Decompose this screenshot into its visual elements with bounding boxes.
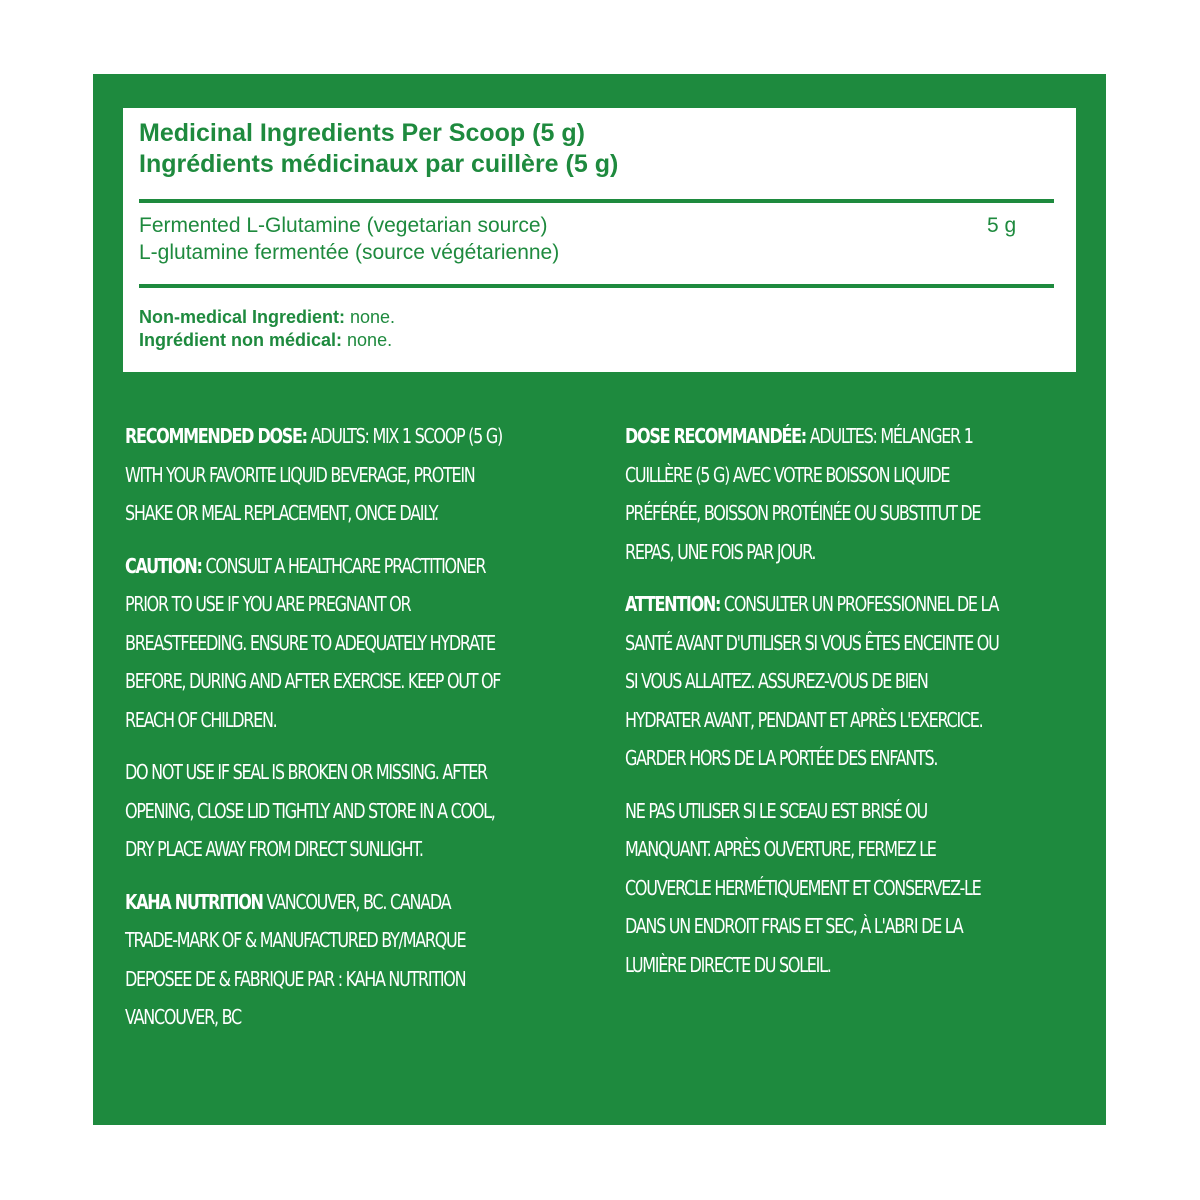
dose-recommandee-paragraph: DOSE RECOMMANDÉE: ADULTES: MÉLANGER 1 CUILLÈRE (5 G) AVEC VOTRE BOISSON LIQUIDE PRÉFÉRÉE, BOISSON PROTÉINÉE OU SUBSTITUT DE REPAS, UNE FOIS PAR JOUR. — [625, 424, 981, 564]
french-column — [625, 417, 999, 998]
conservation-paragraph: NE PAS UTILISER SI LE SCEAU EST BRISÉ OU MANQUANT. APRÈS OUVERTURE, FERMEZ LE COUVERCLE HERMÉTIQUEMENT ET CONSERVEZ-LE DANS UN ENDROIT FRAIS ET SEC, À L'ABRI DE LA LUMIÈRE DIRECTE DU SOLEIL. — [625, 798, 981, 977]
caution-label: CAUTION: — [125, 553, 202, 578]
non-medical-label-fr: Ingrédient non médical: — [139, 330, 343, 350]
dose-recommandee-label: DOSE RECOMMANDÉE: — [625, 424, 806, 448]
attention-paragraph: ATTENTION: CONSULTER UN PROFESSIONNEL DE LA SANTÉ AVANT D'UTILISER SI VOUS ÊTES ENCEINTE OU SI VOUS ALLAITEZ. ASSUREZ-VOUS DE BIEN HYDRATER AVANT, PENDANT ET APRÈS L'EXERCICE. GARDER HORS DE LA PORTÉE DES ENFANTS. — [625, 592, 999, 770]
non-medical-ingredient — [139, 306, 395, 352]
ingredients-title-en: Medicinal Ingredients Per Scoop (5 g) — [139, 119, 585, 147]
non-medical-value-en: none. — [345, 307, 396, 327]
non-medical-en — [139, 306, 395, 329]
divider-top — [139, 199, 1054, 203]
caution-paragraph: CAUTION: CONSULT A HEALTHCARE PRACTITIONER PRIOR TO USE IF YOU ARE PREGNANT OR BREASTFEEDING. ENSURE TO ADEQUATELY HYDRATE BEFORE, DURING AND AFTER EXERCISE. KEEP OUT OF REACH OF CHILDREN. — [125, 553, 501, 732]
ingredients-title — [139, 118, 618, 180]
ingredient-amount: 5 g — [987, 214, 1017, 237]
ingredient-name — [139, 212, 559, 266]
recommended-dose-paragraph: RECOMMENDED DOSE: ADULTS: MIX 1 SCOOP (5 G) WITH YOUR FAVORITE LIQUID BEVERAGE, PROTEIN SHAKE OR MEAL REPLACEMENT, ONCE DAILY. — [125, 424, 502, 525]
company-label: KAHA NUTRITION — [125, 889, 263, 914]
non-medical-label-en: Non-medical Ingredient: — [139, 307, 346, 327]
medicinal-ingredients-box — [123, 108, 1076, 372]
ingredient-name-fr: L-glutamine fermentée (source végétarienne) — [139, 241, 560, 264]
non-medical-fr — [139, 329, 395, 352]
non-medical-value-fr: none. — [342, 330, 393, 350]
english-column — [125, 417, 502, 1051]
company-paragraph: KAHA NUTRITION VANCOUVER, BC. CANADA TRADE-MARK OF & MANUFACTURED BY/MARQUE DEPOSEE DE & FABRIQUE PAR : KAHA NUTRITION VANCOUVER, BC — [125, 889, 466, 1029]
storage-paragraph: DO NOT USE IF SEAL IS BROKEN OR MISSING. AFTER OPENING, CLOSE LID TIGHTLY AND STORE IN A COOL, DRY PLACE AWAY FROM DIRECT SUNLIGHT. — [125, 760, 495, 861]
recommended-dose-label: RECOMMENDED DOSE: — [125, 424, 307, 448]
ingredient-name-en: Fermented L-Glutamine (vegetarian source) — [139, 214, 548, 237]
divider-bottom — [139, 284, 1054, 288]
ingredients-title-fr: Ingrédients médicinaux par cuillère (5 g) — [139, 150, 619, 178]
attention-label: ATTENTION: — [625, 592, 721, 616]
